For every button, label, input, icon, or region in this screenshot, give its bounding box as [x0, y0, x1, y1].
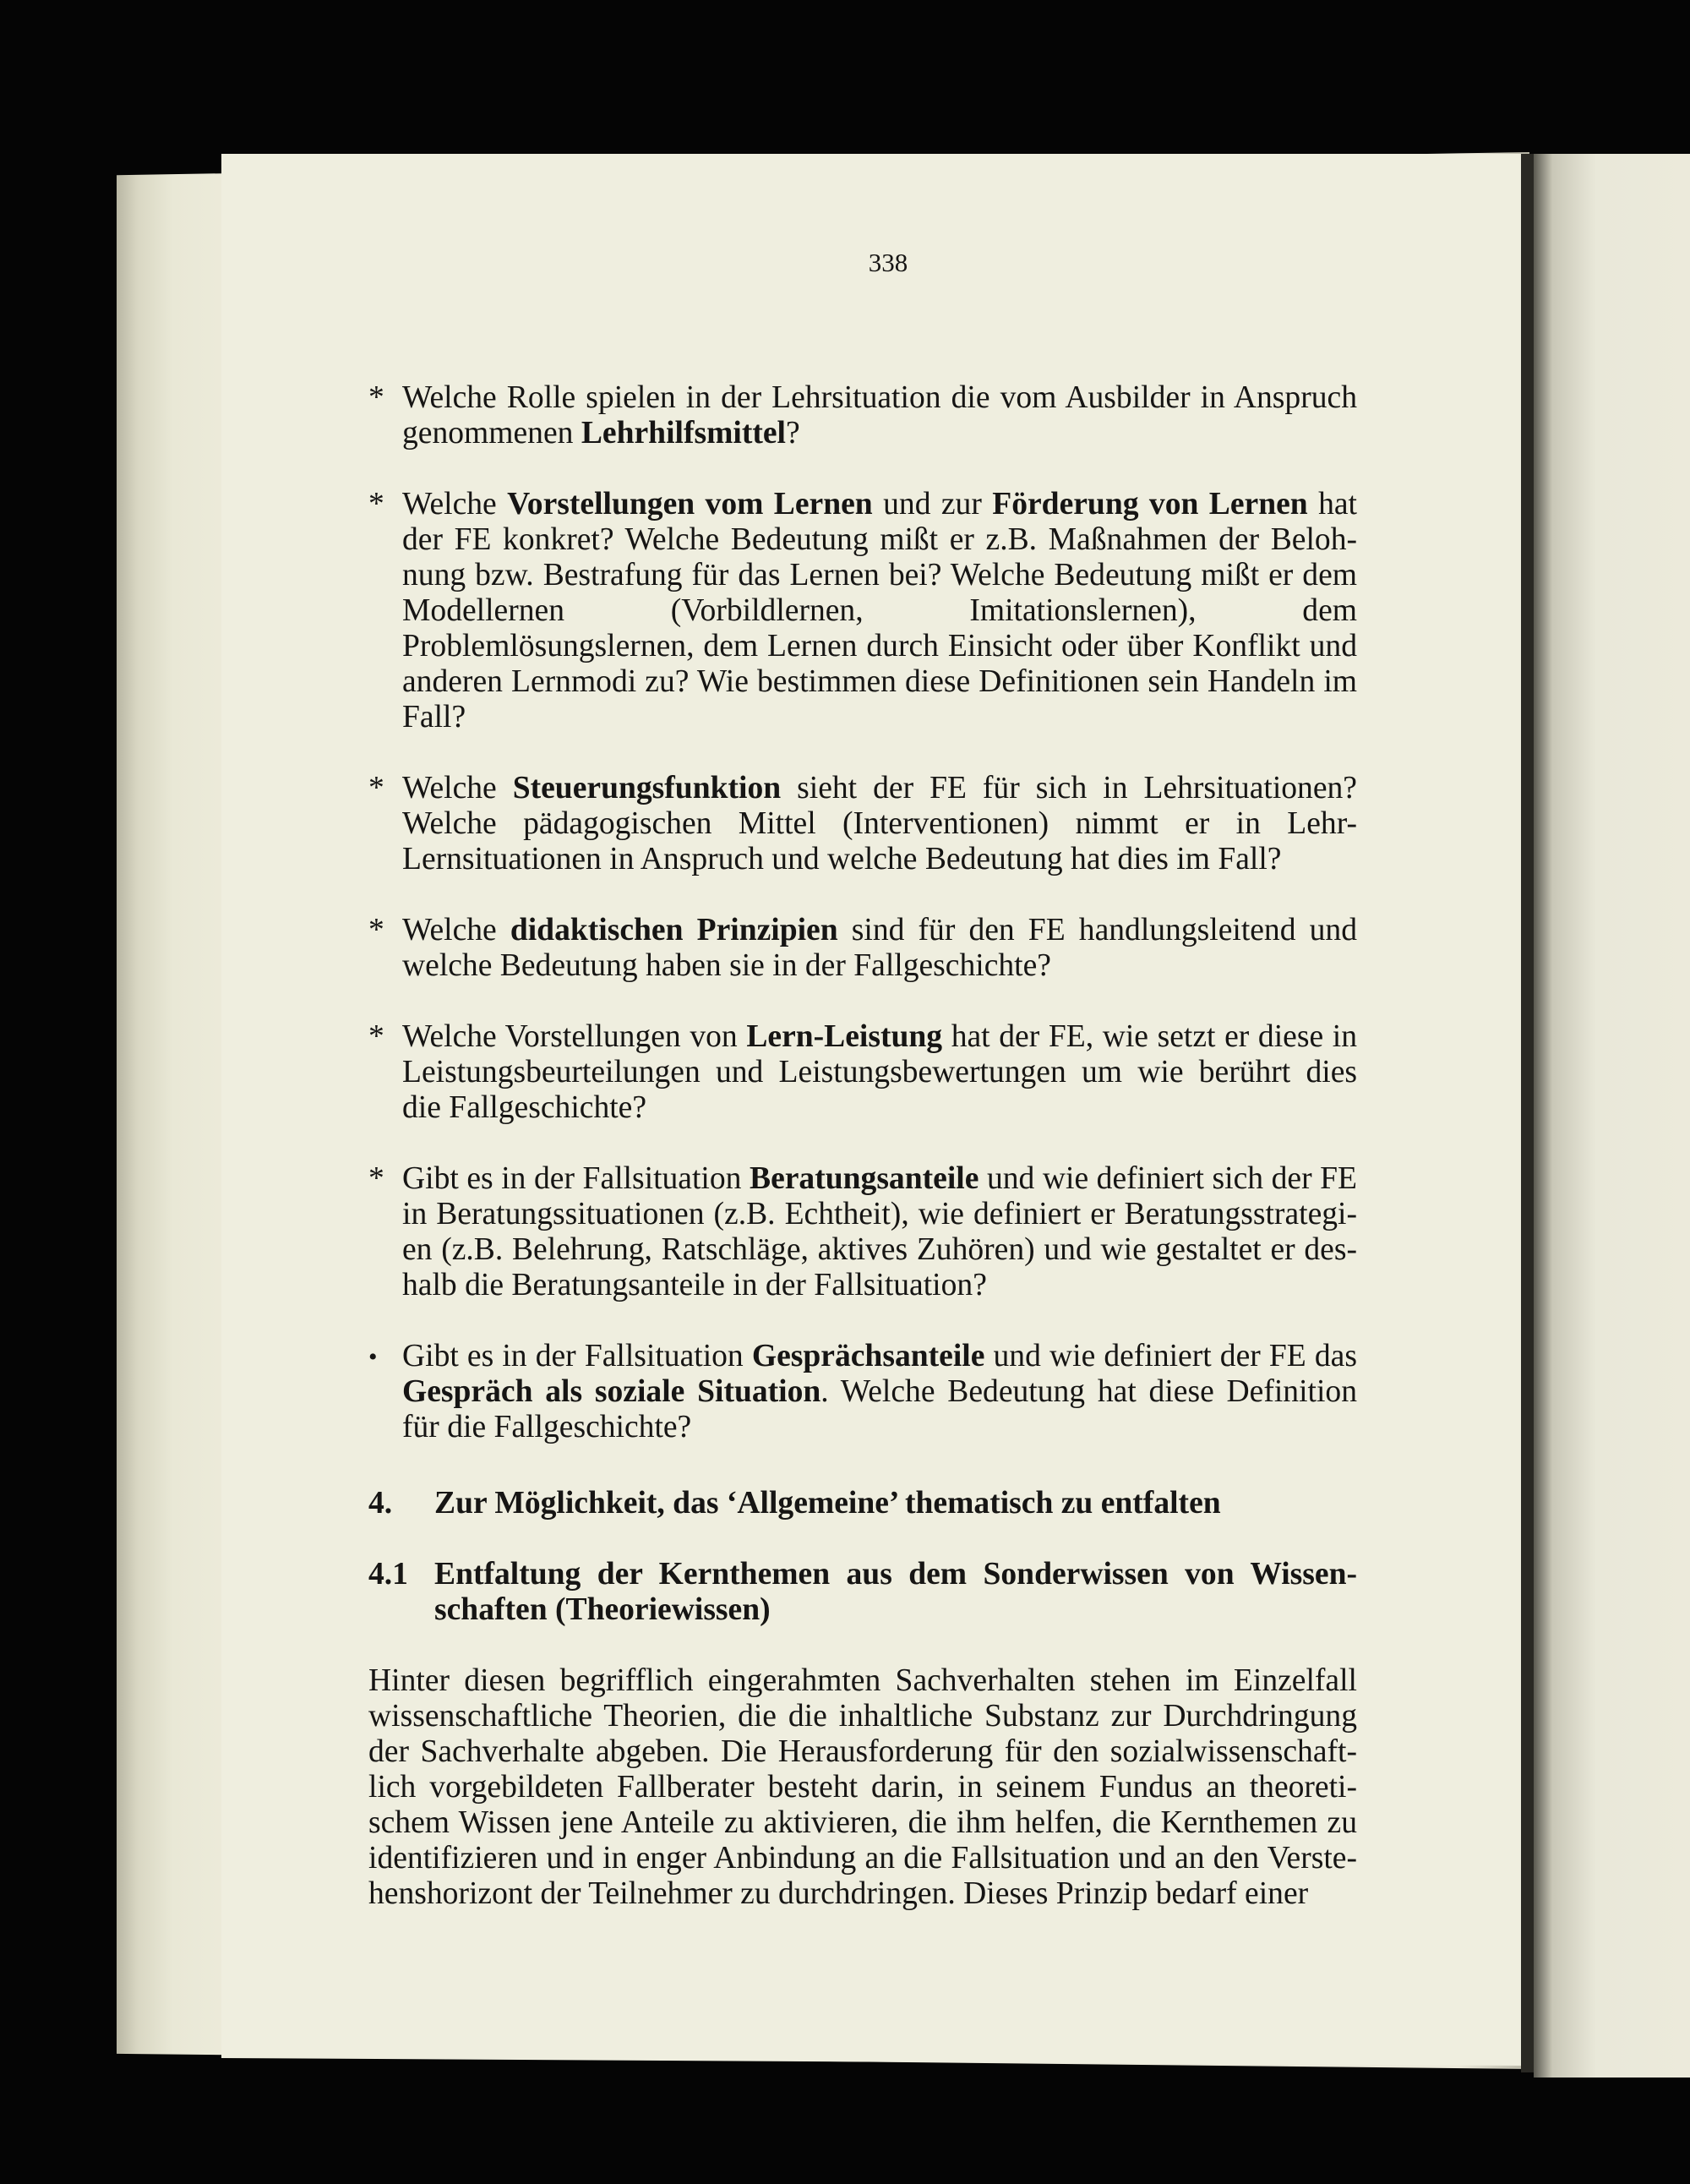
text-run: Gibt es in der Fallsituation — [402, 1339, 752, 1373]
bold-term: didaktischen Prinzipien — [510, 913, 838, 947]
bold-term: Steuerungsfunktion — [512, 771, 782, 805]
text-run: Welche — [402, 487, 508, 521]
bold-term: Lehrhilfsmittel — [581, 416, 786, 450]
subsection-number: 4.1 — [368, 1557, 408, 1592]
text-run: und wie definiert der FE das — [984, 1339, 1357, 1373]
section-number: 4. — [368, 1486, 393, 1521]
list-item-text — [402, 771, 1357, 876]
question-list — [368, 380, 1357, 1445]
list-item — [368, 1019, 1357, 1126]
body-paragraph: Hinter diesen begrifflich eingerahmten Sachverhalten stehen im Einzelfall wissenschaftliche Theorien, die die inhaltliche Substanz zur Durchdringung der Sachverhalte abgeben. Die Herausforderung für den sozialwissenschaftlich vorgebildeten Fallberater besteht darin, in seinem Fundus an theoretischem Wissen jene Anteile zu aktivieren, die ihm helfen, die Kernthemen zu identifizieren und in enger Anbindung an die Fallsituation und an den Verstehenshorizont der Teilnehmer zu durchdringen. Dieses Prinzip bedarf einer — [368, 1663, 1357, 1911]
list-item — [368, 1339, 1357, 1445]
text-run: Welche — [402, 913, 510, 947]
text-run: sieht der FE für sich in Lehrsituationen? Welche pädagogischen Mittel (Interventionen) nimmt er in Lehr-Lernsituationen in Anspruch und welche Bedeutung hat dies im Fall? — [402, 771, 1357, 876]
list-item — [368, 771, 1357, 877]
text-run: Welche Rolle spielen in der Lehrsituation die vom Ausbilder in Anspruch genommenen — [402, 380, 1357, 450]
bold-term: Lern-Leistung — [746, 1019, 943, 1054]
bold-term: Gesprächsanteile — [751, 1339, 985, 1373]
page-number: 338 — [868, 248, 908, 277]
text-run: sind für den FE handlungsleitend und welche Bedeutung haben sie in der Fallgeschichte? — [402, 913, 1357, 983]
list-item — [368, 913, 1357, 984]
text-run: und wie definiert sich der FE in Beratungssituationen (z.B. Echtheit), wie definiert er Beratungsstrategien (z.B. Belehrung, Ratschläge, aktives Zuhören) und wie gestaltet er deshalb die Beratungsanteile in der Fallsituation? — [402, 1161, 1357, 1302]
text-run: hat der FE, wie setzt er diese in Leistungsbeurteilungen und Leistungsbewertungen um wie berührt dies die Fallgeschichte? — [402, 1019, 1357, 1125]
asterisk-icon: * — [368, 1161, 384, 1196]
list-item — [368, 487, 1357, 735]
section-heading — [368, 1486, 1357, 1521]
asterisk-icon: * — [368, 487, 384, 521]
subsection-heading — [368, 1557, 1357, 1628]
section-title: Zur Möglichkeit, das ‘Allgemeine’ thematisch zu entfalten — [434, 1486, 1221, 1521]
text-run: Welche — [402, 771, 513, 805]
asterisk-icon: * — [368, 913, 384, 947]
list-item-text — [402, 1161, 1357, 1302]
list-item-text — [402, 380, 1357, 450]
list-item — [368, 380, 1357, 451]
bullet-icon: • — [368, 1343, 378, 1371]
bold-term: Förderung von Lernen — [992, 487, 1308, 521]
asterisk-icon: * — [368, 380, 384, 415]
subsection-title: Entfaltung der Kernthemen aus dem Sonderwissen von Wissenschaften (Theoriewissen) — [434, 1557, 1357, 1627]
text-run: . Welche Bedeutung hat diese Definition für die Fallgeschichte? — [402, 1374, 1358, 1444]
text-run: und zur — [872, 487, 993, 521]
text-run: Welche Vorstellungen von — [402, 1019, 747, 1054]
text-run: Gibt es in der Fallsituation — [402, 1161, 750, 1196]
text-run: ? — [785, 416, 800, 450]
list-item-text — [402, 913, 1357, 983]
list-item-text — [402, 487, 1357, 734]
list-item — [368, 1161, 1357, 1303]
bold-term: Beratungsanteile — [750, 1161, 979, 1196]
facing-page-edge — [1534, 154, 1690, 2078]
bold-term: Vorstellungen vom Lernen — [507, 487, 873, 521]
asterisk-icon: * — [368, 1019, 384, 1054]
page-text — [368, 245, 1357, 1912]
bold-term: Gespräch als soziale Situation — [402, 1374, 821, 1409]
text-run: hat der FE konkret? Welche Bedeutung mißt er z.B. Maßnahmen der Belohnung bzw. Bestrafung für das Lernen bei? Welche Bedeutung mißt er dem Modellernen (Vorbildlernen, Imitationslernen), dem Problemlösungslernen, dem Lernen durch Einsicht oder über Konflikt und anderen Lernmodi zu? Wie bestimmen diese Definitionen sein Handeln im Fall? — [402, 487, 1357, 734]
list-item-text — [402, 1019, 1357, 1125]
asterisk-icon: * — [368, 771, 384, 805]
list-item-text — [402, 1339, 1357, 1444]
